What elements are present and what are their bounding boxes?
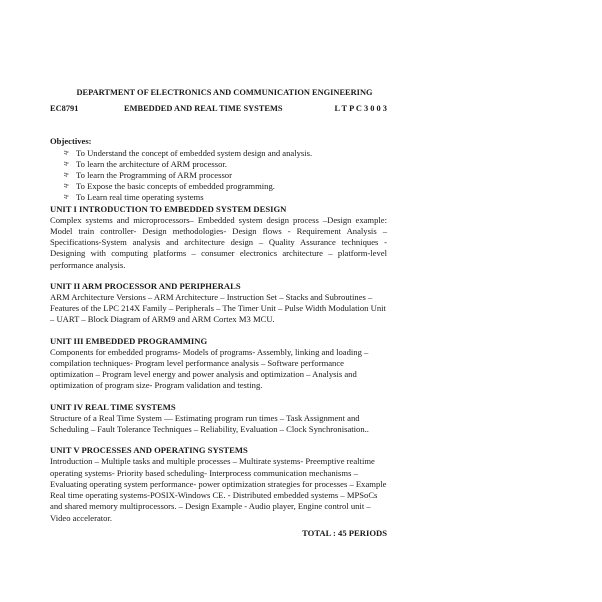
unit-heading: UNIT I INTRODUCTION TO EMBEDDED SYSTEM DESIGN <box>50 203 287 214</box>
bullet-icon: ቸ <box>64 159 69 168</box>
department-heading: DEPARTMENT OF ELECTRONICS AND COMMUNICATION ENGINEERING <box>76 88 373 97</box>
unit-2-section <box>50 281 387 326</box>
bullet-icon: ቸ <box>64 148 69 157</box>
total-periods: TOTAL : 45 PERIODS <box>302 527 387 538</box>
objective-item: ቸ To learn the architecture of ARM processor. <box>64 158 227 169</box>
ltpc-credits: L T P C 3 0 0 3 <box>334 104 387 114</box>
objective-item: ቸ To learn the Programming of ARM processor <box>64 170 232 181</box>
unit-3-section <box>50 336 387 392</box>
unit-heading: UNIT V PROCESSES AND OPERATING SYSTEMS <box>50 445 248 456</box>
bullet-icon: ቸ <box>64 193 69 202</box>
course-code: EC8791 <box>50 104 79 114</box>
unit-heading: UNIT IV REAL TIME SYSTEMS <box>50 401 176 412</box>
unit-heading: UNIT III EMBEDDED PROGRAMMING <box>50 335 208 346</box>
objectives-heading: Objectives: <box>50 136 92 147</box>
unit-body: ARM Architecture Versions – ARM Architecture – Instruction Set – Stacks and Subroutines – Features of the LPC 214X Family – Peripherals – The Timer Unit – Pulse Width Modulation Unit – UART – Block Diagram of ARM9 and ARM Cortex M3 MCU. <box>50 292 386 325</box>
unit-body: Components for embedded programs- Models of programs- Assembly, linking and loading – compilation techniques- Program level performance analysis – Software performance optimization – Program level energy and power analysis and optimization – Analysis and optimization of program size- Program validation and testing. <box>50 346 369 391</box>
unit-5-section <box>50 445 387 523</box>
objectives-list <box>50 148 387 204</box>
objective-item: ቸ To Understand the concept of embedded system design and analysis. <box>64 147 313 158</box>
syllabus-page <box>50 87 387 539</box>
unit-body: Structure of a Real Time System –– Estimating program run times – Task Assignment and Scheduling – Fault Tolerance Techniques – Reliability, Evaluation – Clock Synchronisation.. <box>50 412 369 435</box>
course-info-row <box>50 103 387 114</box>
unit-body: Complex systems and microprocessors– Embedded system design process –Design example: Model train controller- Design methodologies- Design flows - Requirement Analysis – Specifications-System analysis and architecture design – Quality Assurance techniques - Designing with computing platforms – consumer electronics architecture – platform-level performance analysis. <box>50 214 387 270</box>
unit-4-section <box>50 402 387 436</box>
unit-heading: UNIT II ARM PROCESSOR AND PERIPHERALS <box>50 280 241 291</box>
unit-body: Introduction – Multiple tasks and multiple processes – Multirate systems- Preemptive realtime operating systems- Priority based scheduling- Interprocess communication mechanisms – Evaluating operating system performance- power optimization strategies for processes – Example Real time operating systems-POSIX-Windows CE. - Distributed embedded systems – MPSoCs and shared memory multiprocessors. – Design Example - Audio player, Engine control unit – Video accelerator. <box>50 456 387 523</box>
bullet-icon: ቸ <box>64 171 69 180</box>
course-title: EMBEDDED AND REAL TIME SYSTEMS <box>124 104 283 114</box>
objective-item: ቸ To Expose the basic concepts of embedded programming. <box>64 181 275 192</box>
bullet-icon: ቸ <box>64 182 69 191</box>
unit-1-section <box>50 204 387 271</box>
objective-item: ቸ To Learn real time operating systems <box>64 192 204 203</box>
